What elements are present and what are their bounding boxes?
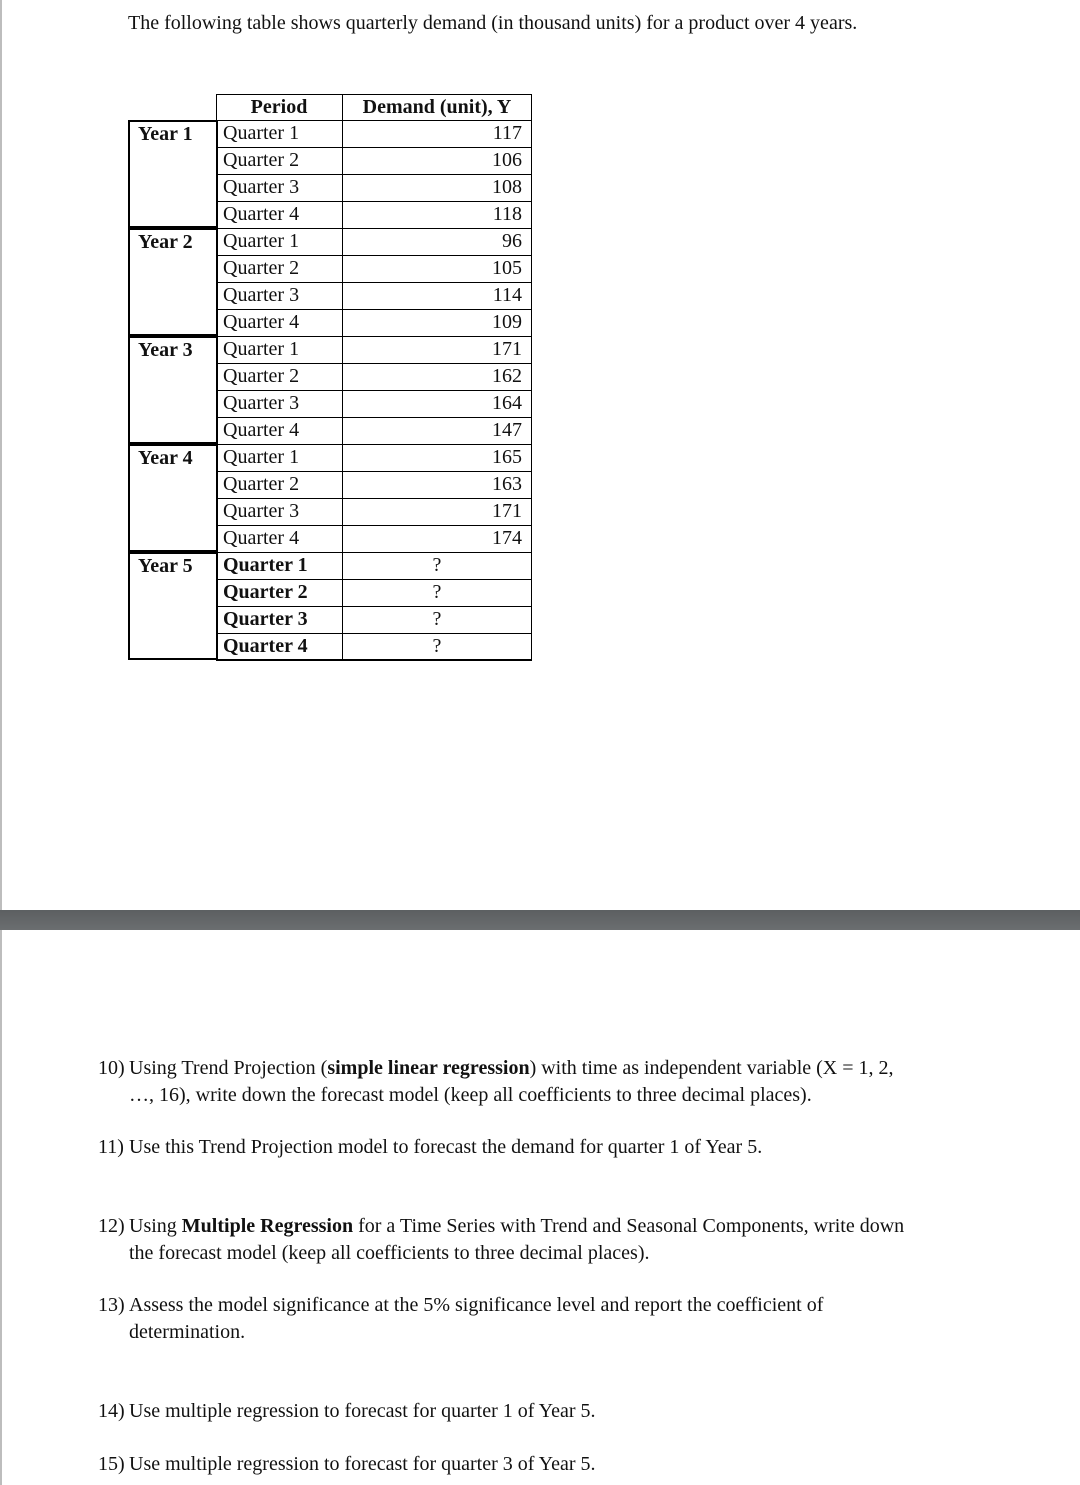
- table-rule: [531, 94, 532, 120]
- table-rule: [216, 282, 532, 283]
- demand-cell: 105: [492, 257, 522, 279]
- demand-cell: 164: [492, 392, 522, 414]
- table-rule: [216, 417, 532, 418]
- year-label: Year 5: [138, 555, 193, 577]
- table-rule: [216, 336, 532, 337]
- question-number: 14): [98, 1400, 125, 1422]
- demand-cell: 108: [492, 176, 522, 198]
- demand-cell: 165: [492, 446, 522, 468]
- table-rule: [216, 498, 532, 499]
- question-11: [98, 1134, 762, 1161]
- table-rule: [216, 363, 532, 364]
- period-cell: Quarter 1: [223, 122, 300, 144]
- period-cell: Quarter 1: [223, 338, 300, 360]
- period-cell: Quarter 3: [223, 176, 300, 198]
- page-2: [0, 930, 1080, 1485]
- demand-cell: 109: [492, 311, 522, 333]
- period-cell: Quarter 4: [223, 203, 300, 225]
- question-text: …, 16), write down the forecast model (keep all coefficients to three decimal places).: [129, 1084, 812, 1106]
- table-rule: [216, 255, 532, 256]
- question-bold-text: Multiple Regression: [181, 1215, 354, 1237]
- demand-cell: 118: [492, 203, 522, 225]
- page-separator: [0, 910, 1080, 930]
- table-rule: [216, 147, 532, 148]
- demand-cell: 171: [492, 500, 522, 522]
- table-rule: [216, 552, 532, 553]
- period-cell: Quarter 4: [223, 419, 300, 441]
- demand-cell: 171: [492, 338, 522, 360]
- period-cell: Quarter 1: [223, 230, 300, 252]
- period-cell: Quarter 3: [223, 284, 300, 306]
- question-number: 15): [98, 1453, 125, 1475]
- question-text: Use multiple regression to forecast for quarter 1 of Year 5.: [129, 1400, 596, 1422]
- table-rule: [216, 390, 532, 391]
- demand-cell: ?: [432, 581, 442, 603]
- question-text: the forecast model (keep all coefficients to three decimal places).: [129, 1242, 650, 1264]
- question-text: Using: [129, 1215, 182, 1237]
- table-rule: [216, 174, 532, 175]
- table-rule: [216, 201, 532, 202]
- table-rule: [216, 94, 217, 120]
- demand-cell: 147: [492, 419, 522, 441]
- period-cell: Quarter 3: [223, 608, 308, 630]
- demand-cell: 163: [492, 473, 522, 495]
- question-text: for a Time Series with Trend and Seasonal Components, write down: [353, 1215, 905, 1237]
- table-rule: [216, 444, 532, 445]
- question-number: 13): [98, 1294, 125, 1316]
- question-text: Use multiple regression to forecast for quarter 3 of Year 5.: [129, 1453, 596, 1475]
- question-12: [98, 1213, 904, 1267]
- year-label: Year 4: [138, 447, 193, 469]
- period-cell: Quarter 2: [223, 581, 308, 603]
- period-cell: Quarter 4: [223, 311, 300, 333]
- period-cell: Quarter 3: [223, 392, 300, 414]
- table-rule: [216, 120, 532, 121]
- demand-cell: ?: [432, 635, 442, 657]
- table-rule: [216, 228, 532, 229]
- question-number: 11): [98, 1136, 124, 1158]
- demand-cell: 96: [502, 230, 522, 252]
- demand-cell: ?: [432, 554, 442, 576]
- demand-table: [128, 94, 532, 658]
- table-rule: [216, 309, 532, 310]
- year-label: Year 1: [138, 123, 193, 145]
- table-rule: [216, 606, 532, 607]
- period-cell: Quarter 2: [223, 257, 300, 279]
- period-cell: Quarter 4: [223, 527, 300, 549]
- period-cell: Quarter 2: [223, 149, 300, 171]
- question-13: [98, 1292, 823, 1346]
- table-rule: [216, 94, 532, 95]
- header-period: Period: [250, 96, 308, 118]
- question-15: [98, 1451, 596, 1478]
- demand-cell: 117: [492, 122, 522, 144]
- table-rule: [216, 579, 532, 580]
- period-cell: Quarter 1: [223, 554, 308, 576]
- table-rule: [216, 525, 532, 526]
- period-cell: Quarter 2: [223, 365, 300, 387]
- demand-cell: 106: [492, 149, 522, 171]
- question-text: ) with time as independent variable (X = 1, 2,: [529, 1057, 894, 1079]
- table-rule: [216, 471, 532, 472]
- demand-cell: 174: [492, 527, 522, 549]
- period-cell: Quarter 3: [223, 500, 300, 522]
- question-text: determination.: [129, 1321, 246, 1343]
- question-number: 12): [98, 1215, 125, 1237]
- demand-cell: ?: [432, 608, 442, 630]
- table-rule: [216, 633, 532, 634]
- question-text: Using Trend Projection (: [129, 1057, 328, 1079]
- period-cell: Quarter 4: [223, 635, 308, 657]
- year-label: Year 3: [138, 339, 193, 361]
- demand-cell: 114: [492, 284, 522, 306]
- question-text: Assess the model significance at the 5% significance level and report the coefficient of: [129, 1294, 824, 1316]
- period-cell: Quarter 1: [223, 446, 300, 468]
- question-text: Use this Trend Projection model to forecast the demand for quarter 1 of Year 5.: [129, 1136, 763, 1158]
- question-10: [98, 1055, 894, 1109]
- header-demand: Demand (unit), Y: [362, 96, 512, 118]
- table-rule: [216, 659, 532, 661]
- question-number: 10): [98, 1057, 125, 1079]
- year-label: Year 2: [138, 231, 193, 253]
- demand-cell: 162: [492, 365, 522, 387]
- intro-text: The following table shows quarterly demand (in thousand units) for a product over 4 years.: [128, 12, 858, 34]
- table-rule: [342, 94, 343, 120]
- period-cell: Quarter 2: [223, 473, 300, 495]
- question-bold-text: simple linear regression: [327, 1057, 530, 1079]
- question-14: [98, 1398, 596, 1425]
